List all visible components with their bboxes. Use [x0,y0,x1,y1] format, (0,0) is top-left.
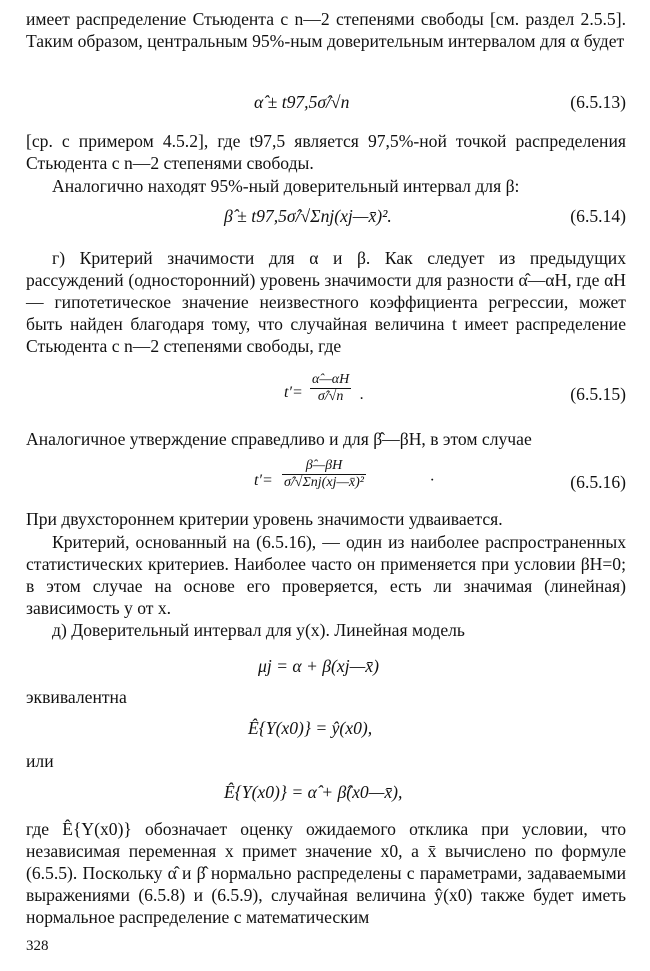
equation-number: (6.5.16) [570,472,626,492]
equation-6-5-13 [26,92,626,116]
equation-formula: μj = α + β(xj—x̄) [258,656,379,676]
equation-tail: . [360,386,364,403]
paragraph-3: Аналогично находят 95%-ный доверительный интервал для β: [52,176,520,196]
equation-lhs: t′= [254,472,273,489]
paragraph-10: или [26,751,54,771]
paragraph-6: При двухстороннем критерии уровень значимости удваивается. [26,509,503,529]
paragraph-5: Аналогичное утверждение справедливо и для β̂—βH, в этом случае [26,429,532,449]
fraction-numerator: α̂—αH [312,372,350,387]
equation-formula: Ê{Y(x0)} = ŷ(x0), [248,718,373,738]
paragraph-8: д) Доверительный интервал для y(x). Линейная модель [52,620,465,640]
paragraph-11: где Ê{Y(x0)} обозначает оценку ожидаемого отклика при условии, что независимая переменная x примет значение x0, а x̄ вычислено по формуле (6.5.5). Поскольку α̂ и β̂ нормально распределены с параметрами, задаваемыми выражениями (6.5.8) и (6.5.9), случайная величина ŷ(x0) также будет иметь нормальное распределение с математическим [26,819,626,927]
paragraph-7: Критерий, основанный на (6.5.16), — один из наиболее распространенных статистических критериев. Наиболее часто он применяется при условии βH=0; в этом случае на основе его проверяется, есть ли значимая (линейная) зависимость y от x. [26,532,626,618]
equation-formula: α̂ ± t97,5σ̂/√n [254,92,350,112]
fraction-denominator: σ̂/√n [310,388,351,405]
equation-6-5-15 [26,372,626,416]
paragraph-4: г) Критерий значимости для α и β. Как следует из предыдущих рассуждений (односторонний) уровень значимости для разности α̂—αH, где αH — гипотетическое значение неизвестного коэффициента регрессии, может быть найден благодаря тому, что случайная величина t имеет распределение Стьюдента с n—2 степенями свободы, где [26,248,626,356]
equation-number: (6.5.13) [570,92,626,112]
page-number: 328 [26,938,49,954]
equation-equivalent [26,718,626,742]
equation-6-5-16 [26,458,626,504]
fraction-denominator: σ̂/√Σnj(xj—x̄)² [284,475,364,490]
equation-6-5-14 [26,206,626,230]
equation-fraction [310,372,351,405]
paragraph-9: эквивалентна [26,687,127,707]
equation-number: (6.5.14) [570,206,626,226]
equation-lhs: t′= [284,384,303,401]
equation-number: (6.5.15) [570,384,626,404]
equation-tail: · [430,472,434,489]
equation-expanded [26,782,626,806]
paragraph-2: [ср. с примером 4.5.2], где t97,5 является 97,5%-ной точкой распределения Стьюдента с n—2 степенями свободы. [26,131,626,173]
paragraph-1: имеет распределение Стьюдента с n—2 степенями свободы [см. раздел 2.5.5]. Таким образом, центральным 95%-ным доверительным интервалом для α будет [26,9,626,51]
equation-formula: β̂ ± t97,5σ̂/√Σnj(xj—x̄)². [224,206,392,226]
fraction-numerator: β̂—βH [305,458,343,473]
equation-formula: Ê{Y(x0)} = α̂ + β̂(x0—x̄), [224,782,403,802]
equation-fraction [282,458,366,491]
equation-model [26,656,626,680]
